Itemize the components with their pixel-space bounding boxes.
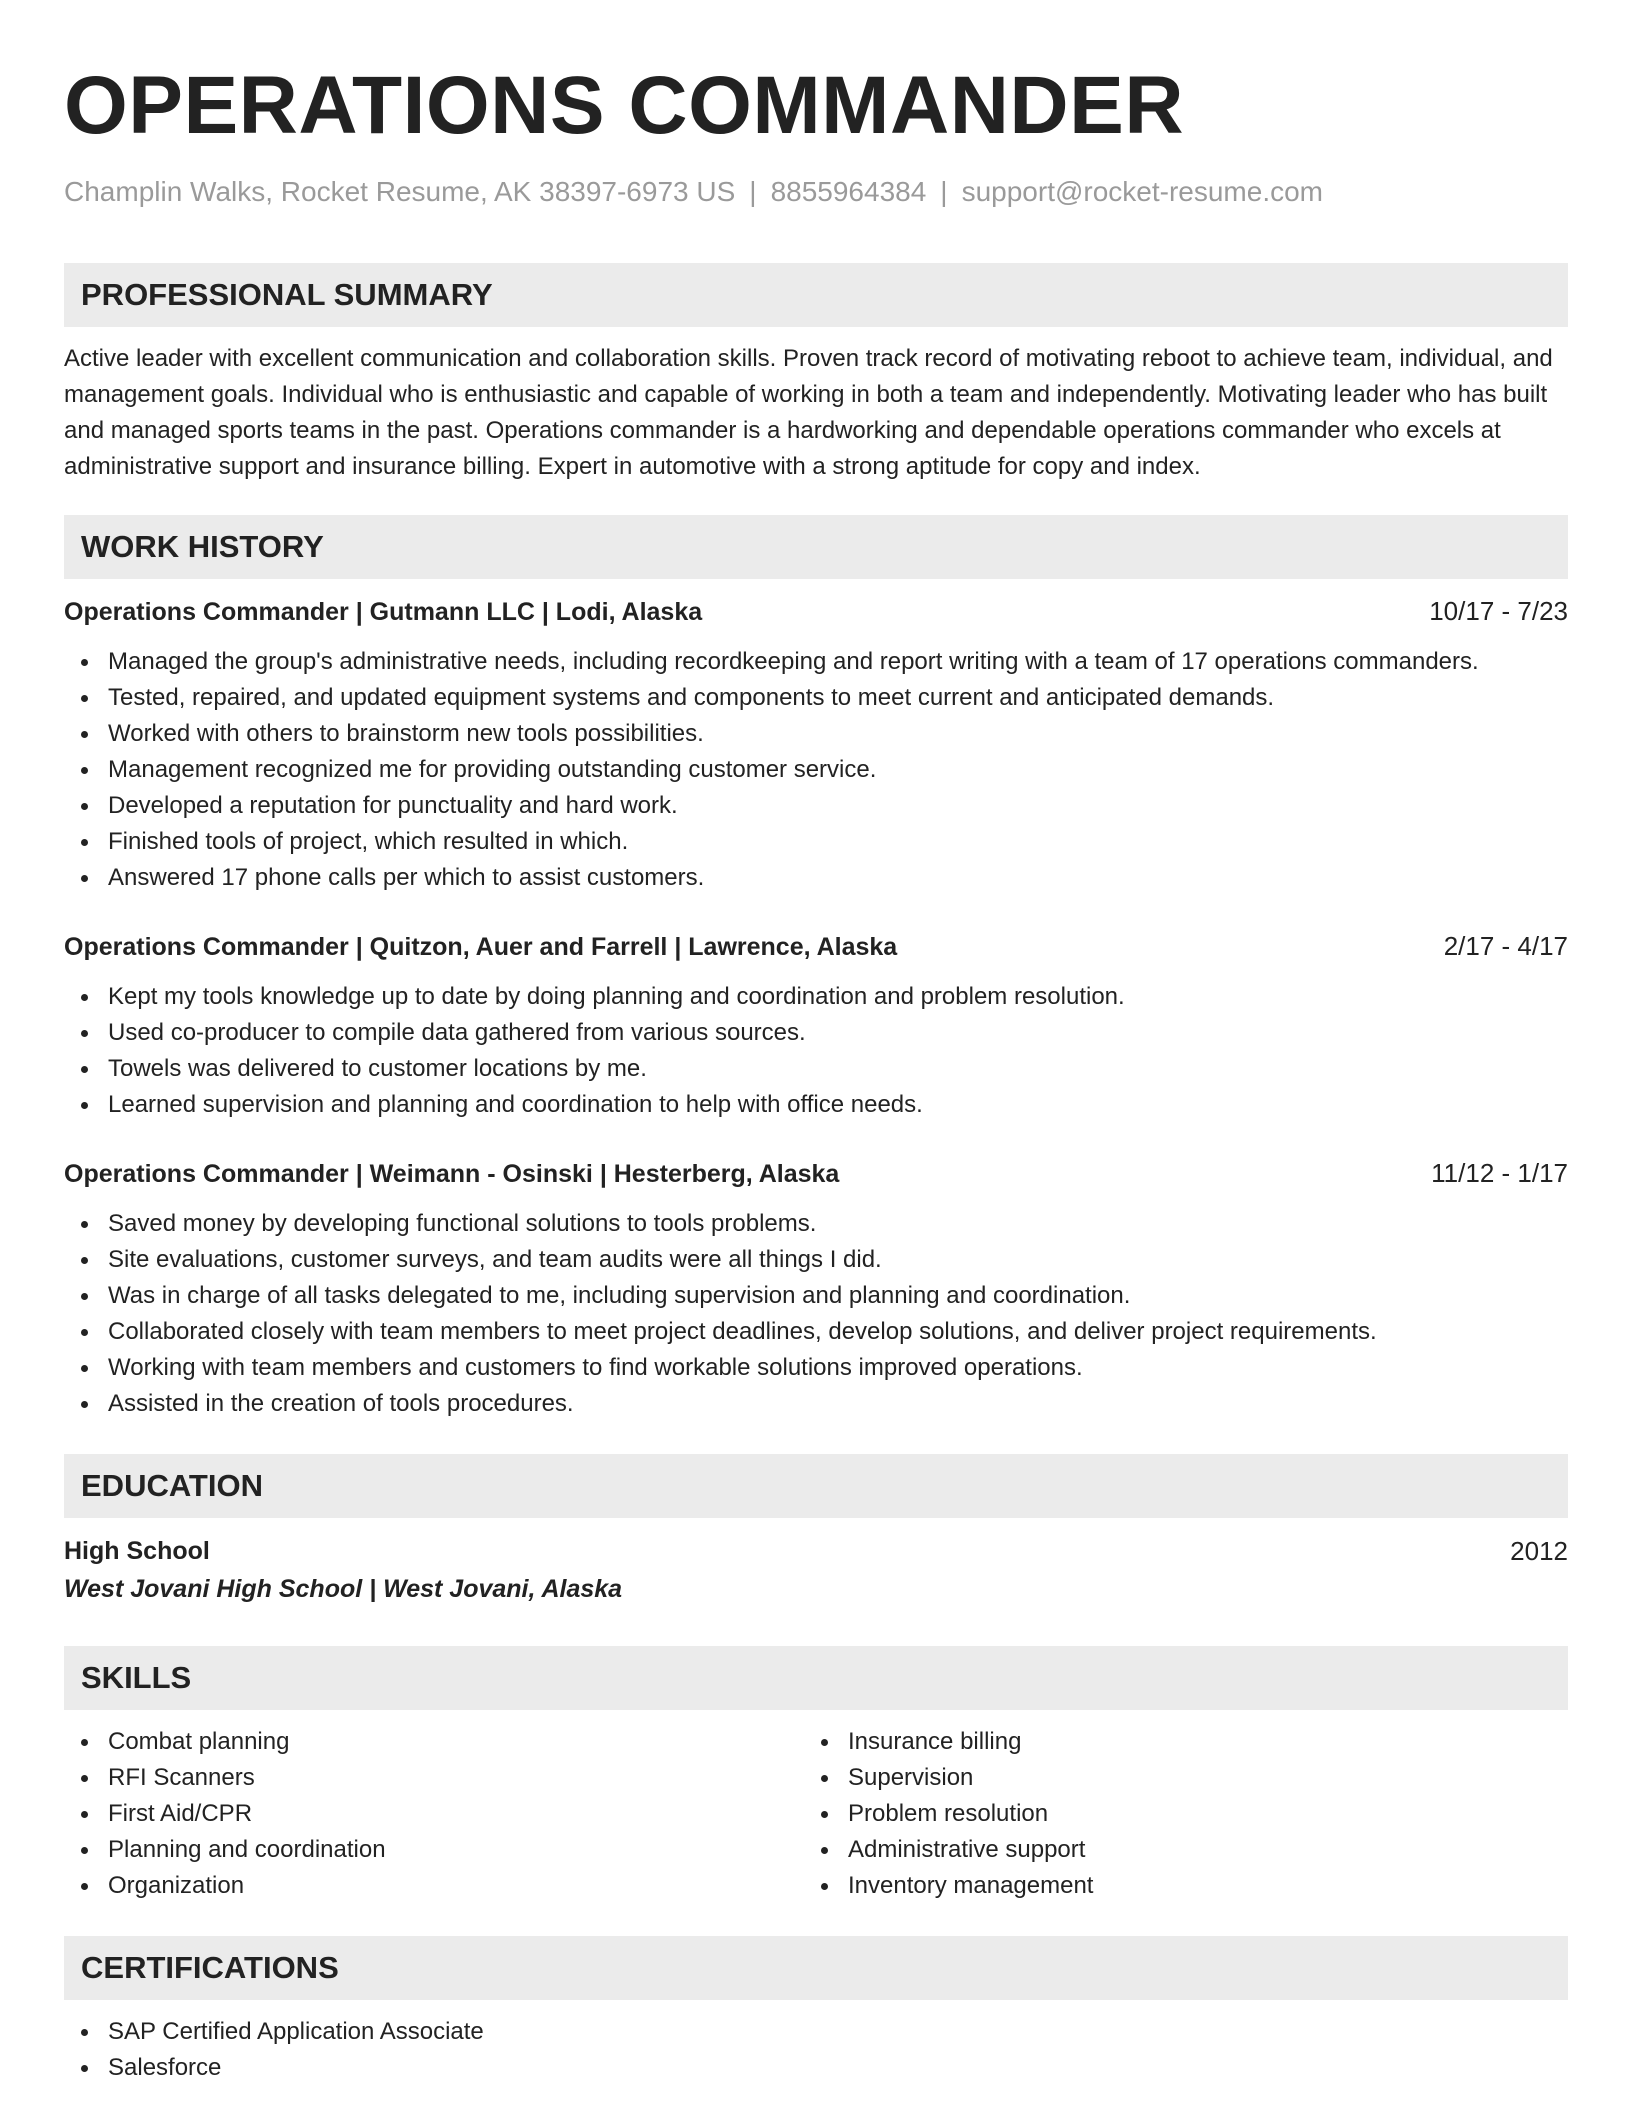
education-degree: High School	[64, 1537, 210, 1565]
job-bullet: Site evaluations, customer surveys, and team audits were all things I did.	[108, 1242, 1568, 1278]
job-bullet: Management recognized me for providing outstanding customer service.	[108, 752, 1568, 788]
job-header	[64, 928, 1568, 965]
job-bullet: Developed a reputation for punctuality and hard work.	[108, 788, 1568, 824]
skill-item: Supervision	[848, 1760, 1544, 1796]
contact-address: Champlin Walks, Rocket Resume, AK 38397-6973 US	[64, 176, 736, 207]
skills-grid	[64, 1724, 1568, 1904]
job-dates: 10/17 - 7/23	[1429, 596, 1568, 626]
job-bullet: Assisted in the creation of tools procedures.	[108, 1386, 1568, 1422]
job-bullet: Saved money by developing functional solutions to tools problems.	[108, 1206, 1568, 1242]
contact-email: support@rocket-resume.com	[961, 176, 1324, 207]
certification-item: SAP Certified Application Associate	[108, 2014, 1568, 2050]
job-bullets	[64, 979, 1568, 1123]
candidate-name: OPERATIONS COMMANDER	[64, 60, 1185, 151]
skills-column-left	[64, 1724, 804, 1904]
section-header-certifications: CERTIFICATIONS	[64, 1936, 1568, 2000]
job-bullet: Towels was delivered to customer locations by me.	[108, 1051, 1568, 1087]
job-dates: 2/17 - 4/17	[1443, 931, 1568, 961]
contact-separator: |	[940, 176, 948, 207]
certification-item: Salesforce	[108, 2050, 1568, 2086]
job-bullet: Answered 17 phone calls per which to assist customers.	[108, 860, 1568, 896]
job-bullet: Learned supervision and planning and coordination to help with office needs.	[108, 1087, 1568, 1123]
skill-item: Administrative support	[848, 1832, 1544, 1868]
contact-phone: 8855964384	[770, 176, 927, 207]
skills-list	[64, 1724, 804, 1904]
contact-line	[64, 174, 1568, 210]
job-bullet: Collaborated closely with team members to meet project deadlines, develop solutions, and deliver project requirements.	[108, 1314, 1568, 1350]
skill-item: Insurance billing	[848, 1724, 1544, 1760]
job-bullet: Tested, repaired, and updated equipment systems and components to meet current and anticipated demands.	[108, 680, 1568, 716]
education-school: West Jovani High School | West Jovani, Alaska	[64, 1575, 623, 1603]
job-title: Operations Commander | Quitzon, Auer and Farrell | Lawrence, Alaska	[64, 933, 898, 961]
skills-column-right	[804, 1724, 1544, 1904]
job-title: Operations Commander | Weimann - Osinski | Hesterberg, Alaska	[64, 1160, 840, 1188]
job-bullet: Worked with others to brainstorm new tools possibilities.	[108, 716, 1568, 752]
contact-separator: |	[749, 176, 757, 207]
skill-item: Organization	[108, 1868, 804, 1904]
job-title: Operations Commander | Gutmann LLC | Lodi, Alaska	[64, 598, 703, 626]
job-bullet: Was in charge of all tasks delegated to me, including supervision and planning and coordination.	[108, 1278, 1568, 1314]
certifications-list	[64, 2014, 1568, 2086]
skill-item: RFI Scanners	[108, 1760, 804, 1796]
summary-text: Active leader with excellent communication and collaboration skills. Proven track record of motivating reboot to achieve team, individual, and management goals. Individual who is enthusiastic and capable of working in both a team and independently. Motivating leader who has built and managed sports teams in the past. Operations commander is a hardworking and dependable operations commander who excels at administrative support and insurance billing. Expert in automotive with a strong aptitude for copy and index.	[64, 345, 1553, 480]
job-entry	[64, 593, 1568, 896]
education-header	[64, 1532, 1568, 1570]
job-entry	[64, 928, 1568, 1123]
section-header-education: EDUCATION	[64, 1454, 1568, 1518]
job-bullet: Used co-producer to compile data gathered from various sources.	[108, 1015, 1568, 1051]
skills-list	[804, 1724, 1544, 1904]
job-bullet: Finished tools of project, which resulted in which.	[108, 824, 1568, 860]
job-dates: 11/12 - 1/17	[1431, 1158, 1568, 1188]
job-bullet: Kept my tools knowledge up to date by doing planning and coordination and problem resolution.	[108, 979, 1568, 1015]
skill-item: Planning and coordination	[108, 1832, 804, 1868]
section-header-skills: SKILLS	[64, 1646, 1568, 1710]
job-entry	[64, 1155, 1568, 1422]
skill-item: Combat planning	[108, 1724, 804, 1760]
education-year: 2012	[1510, 1536, 1568, 1566]
job-header	[64, 1155, 1568, 1192]
job-bullet: Working with team members and customers to find workable solutions improved operations.	[108, 1350, 1568, 1386]
skill-item: First Aid/CPR	[108, 1796, 804, 1832]
job-bullet: Managed the group's administrative needs, including recordkeeping and report writing with a team of 17 operations commanders.	[108, 644, 1568, 680]
job-header	[64, 593, 1568, 630]
section-header-summary: PROFESSIONAL SUMMARY	[64, 263, 1568, 327]
section-header-work-history: WORK HISTORY	[64, 515, 1568, 579]
education-entry	[64, 1532, 1568, 1608]
skill-item: Problem resolution	[848, 1796, 1544, 1832]
job-bullets	[64, 1206, 1568, 1422]
job-bullets	[64, 644, 1568, 896]
skill-item: Inventory management	[848, 1868, 1544, 1904]
